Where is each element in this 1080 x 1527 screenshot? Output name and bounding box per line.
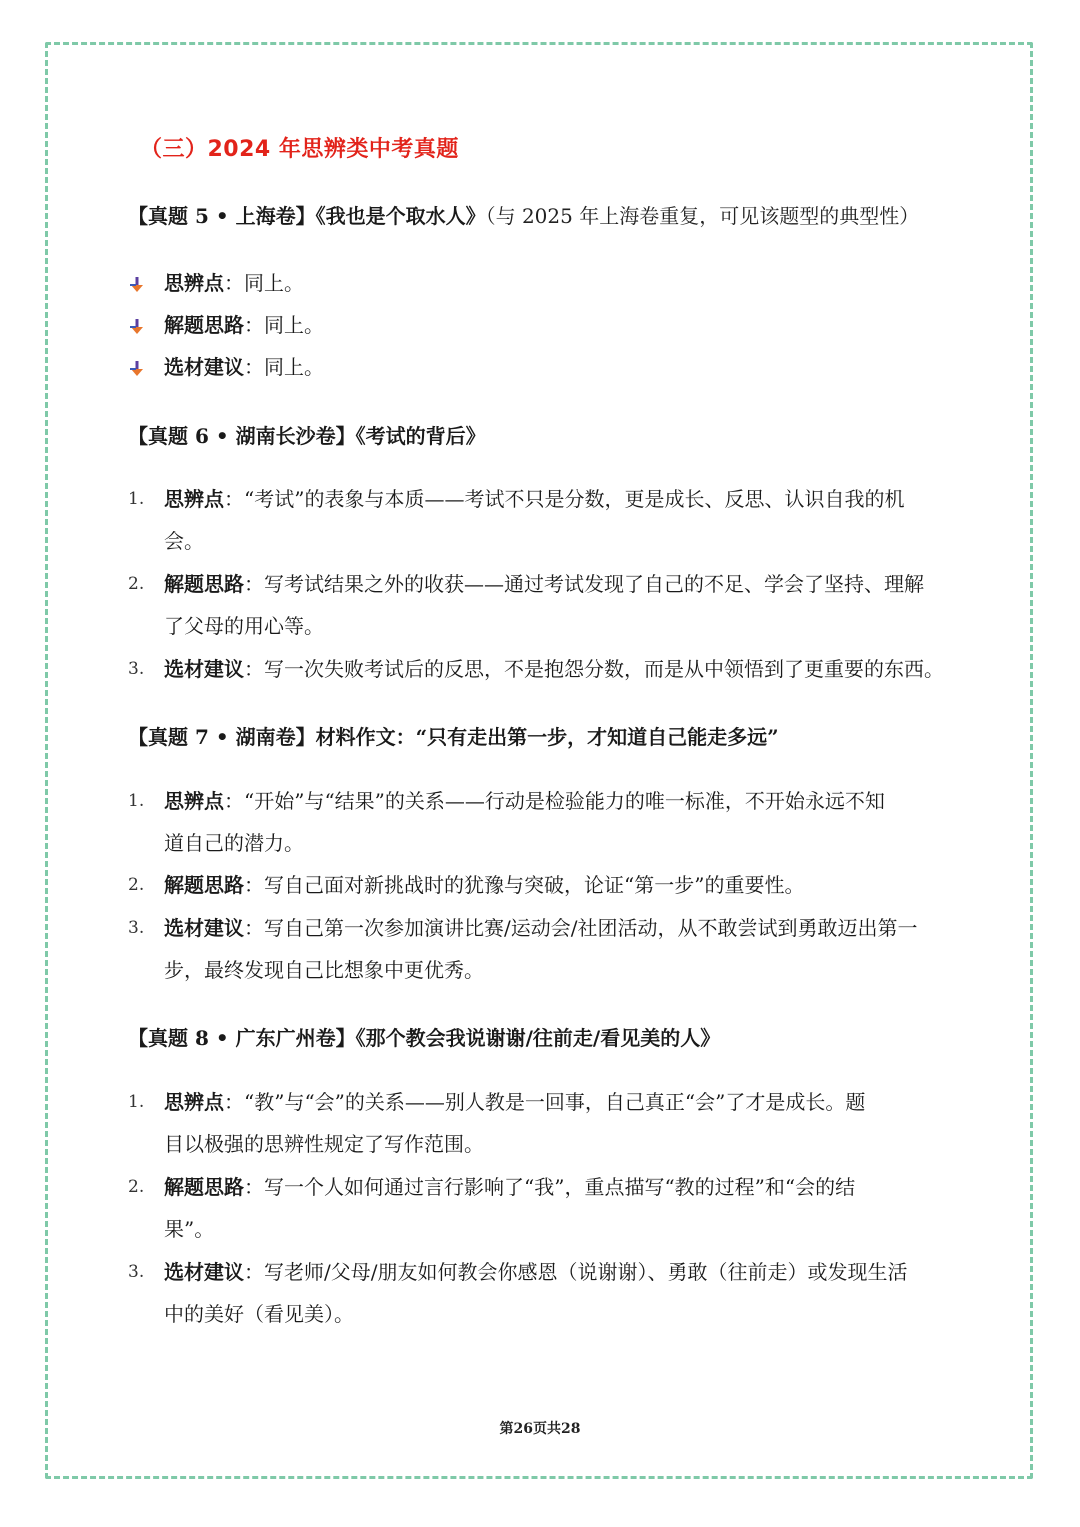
item-number: 3. (128, 659, 145, 679)
question-6-heading: 【真题 6 • 湖南长沙卷】《考试的背后》 (128, 424, 486, 448)
item-text: ：同上。 (244, 355, 324, 379)
item-text: ：同上。 (224, 271, 304, 295)
item-text: ：写考试结果之外的收获——通过考试发现了自己的不足、学会了坚持、理解 (244, 572, 924, 596)
item-text-continued: 道自己的潜力。 (164, 831, 304, 855)
item-text: ：写自己面对新挑战时的犹豫与突破，论证“第一步”的重要性。 (244, 873, 805, 897)
item-text: ：写一次失败考试后的反思，不是抱怨分数，而是从中领悟到了更重要的东西。 (244, 657, 944, 681)
question-8-heading: 【真题 8 • 广东广州卷】《那个教会我说谢谢/往前走/看见美的人》 (128, 1026, 721, 1050)
item-number: 1. (128, 489, 145, 509)
section-title: （三）2024 年思辨类中考真题 (140, 137, 459, 162)
item-number: 3. (128, 1262, 145, 1282)
item-label: 思辨点 (164, 487, 224, 511)
item-text-continued: 目以极强的思辨性规定了写作范围。 (164, 1132, 484, 1156)
item-label: 思辨点 (164, 789, 224, 813)
item-text-continued: 果”。 (164, 1217, 215, 1241)
item-number: 2. (128, 1177, 145, 1197)
item-text: ：写自己第一次参加演讲比赛/运动会/社团活动，从不敢尝试到勇敢迈出第一 (244, 916, 918, 940)
item-label: 选材建议 (164, 1260, 244, 1284)
item-text: ：“考试”的表象与本质——考试不只是分数，更是成长、反思、认识自我的机 (224, 487, 905, 511)
item-label: 解题思路 (164, 873, 244, 897)
item-label: 解题思路 (164, 313, 244, 337)
item-text: ：“教”与“会”的关系——别人教是一回事，自己真正“会”了才是成长。题 (224, 1090, 866, 1114)
item-label: 选材建议 (164, 355, 244, 379)
item-label: 选材建议 (164, 657, 244, 681)
item-label: 思辨点 (164, 271, 224, 295)
item-text-continued: 了父母的用心等。 (164, 614, 324, 638)
item-text-continued: 中的美好（看见美）。 (164, 1302, 354, 1326)
item-text-continued: 会。 (164, 529, 204, 553)
item-text: ：写一个人如何通过言行影响了“我”，重点描写“教的过程”和“会的结 (244, 1175, 856, 1199)
page-number: 第26页共28 (499, 1421, 581, 1437)
question-5-note: （与 2025 年上海卷重复，可见该题型的典型性） (485, 204, 920, 228)
item-text: ：同上。 (244, 313, 324, 337)
item-label: 解题思路 (164, 572, 244, 596)
item-label: 解题思路 (164, 1175, 244, 1199)
item-label: 选材建议 (164, 916, 244, 940)
question-5-heading (128, 200, 919, 229)
item-number: 3. (128, 918, 145, 938)
item-number: 1. (128, 1092, 145, 1112)
item-text: ：写老师/父母/朋友如何教会你感恩（说谢谢）、勇敢（往前走）或发现生活 (244, 1260, 908, 1284)
item-number: 2. (128, 574, 145, 594)
item-text: ：“开始”与“结果”的关系——行动是检验能力的唯一标准，不开始永远不知 (224, 789, 885, 813)
item-label: 思辨点 (164, 1090, 224, 1114)
arrow-icon (128, 315, 146, 337)
question-5-title: 【真题 5 • 上海卷】《我也是个取水人》 (128, 204, 486, 228)
item-number: 2. (128, 875, 145, 895)
arrow-icon (128, 273, 146, 295)
item-text-continued: 步，最终发现自己比想象中更优秀。 (164, 958, 484, 982)
question-7-heading: 【真题 7 • 湖南卷】材料作文：“只有走出第一步，才知道自己能走多远” (128, 725, 779, 749)
item-number: 1. (128, 791, 145, 811)
arrow-icon (128, 357, 146, 379)
